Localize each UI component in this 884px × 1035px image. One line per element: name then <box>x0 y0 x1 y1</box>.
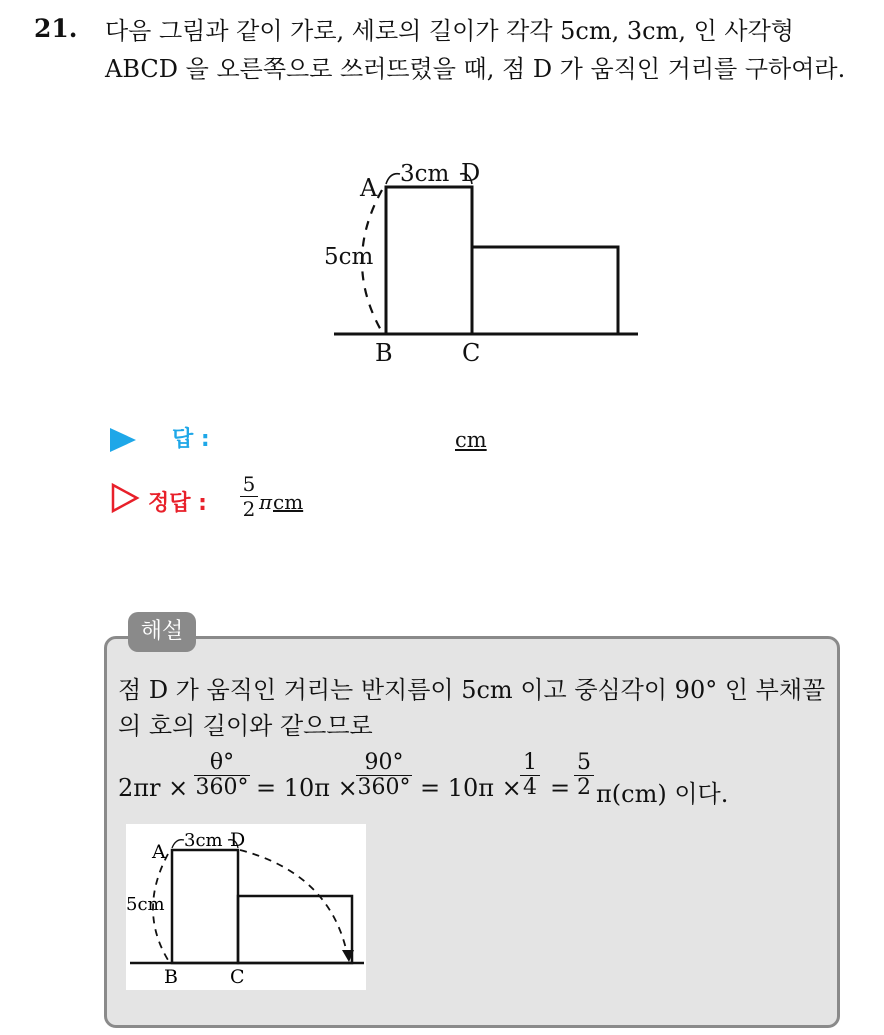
height-label: 5cm <box>324 244 374 270</box>
mini-label-d: D <box>230 829 246 851</box>
eq-mid-2: = 10π × <box>420 774 522 802</box>
label-d: D <box>461 159 481 187</box>
fraction-numerator: 5 <box>242 472 256 496</box>
label-b: B <box>375 339 393 367</box>
correct-answer-fraction <box>240 473 258 520</box>
eq-fraction-4: 5 2 <box>574 752 594 799</box>
label-a: A <box>360 174 378 202</box>
eq-end: π(cm) 이다. <box>596 780 729 808</box>
rectangle-fallen <box>472 247 618 334</box>
label-c: C <box>462 339 481 367</box>
correct-answer-pi: π <box>259 490 273 514</box>
correct-answer-label: 정답 : <box>148 491 207 516</box>
outline-triangle-icon <box>110 476 140 520</box>
explanation-tag: 해설 <box>128 612 196 652</box>
mini-label-a: A <box>152 841 166 863</box>
play-triangle-icon <box>110 428 136 452</box>
eq-mid-3: = <box>550 774 571 802</box>
eq-mid-1: = 10π × <box>256 774 358 802</box>
eq-fraction-3: 1 4 <box>520 752 540 799</box>
question-number: 21. <box>34 14 78 43</box>
explanation-text: 점 D 가 움직인 거리는 반지름이 5cm 이고 중심각이 90° 인 부채꼴의 호의 길이와 같으므로 <box>118 676 826 740</box>
fraction-denominator: 2 <box>242 497 256 521</box>
eq-fraction-1: θ° 360° <box>195 750 249 800</box>
answer-label: 답 : <box>172 427 210 452</box>
mini-width-label: 3cm <box>184 830 223 851</box>
question-text: 다음 그림과 같이 가로, 세로의 길이가 각각 5cm, 3cm, 인 사각형 ABCD 을 오른쪽으로 쓰러뜨렸을 때, 점 D 가 움직인 거리를 구하여라. <box>105 17 846 83</box>
eq-fraction-2: 90° 360° <box>357 750 411 800</box>
mini-label-c: C <box>230 966 245 988</box>
answer-unit: cm <box>455 428 487 452</box>
eq-start: 2πr × <box>118 774 189 802</box>
mini-height-label: 5cm <box>126 894 165 915</box>
correct-answer-unit: cm <box>273 490 304 514</box>
mini-label-b: B <box>164 966 178 988</box>
explanation-figure <box>126 824 366 990</box>
width-label: 3cm <box>400 161 450 187</box>
rectangle-figure <box>320 150 650 375</box>
rectangle-abcd <box>386 187 472 334</box>
